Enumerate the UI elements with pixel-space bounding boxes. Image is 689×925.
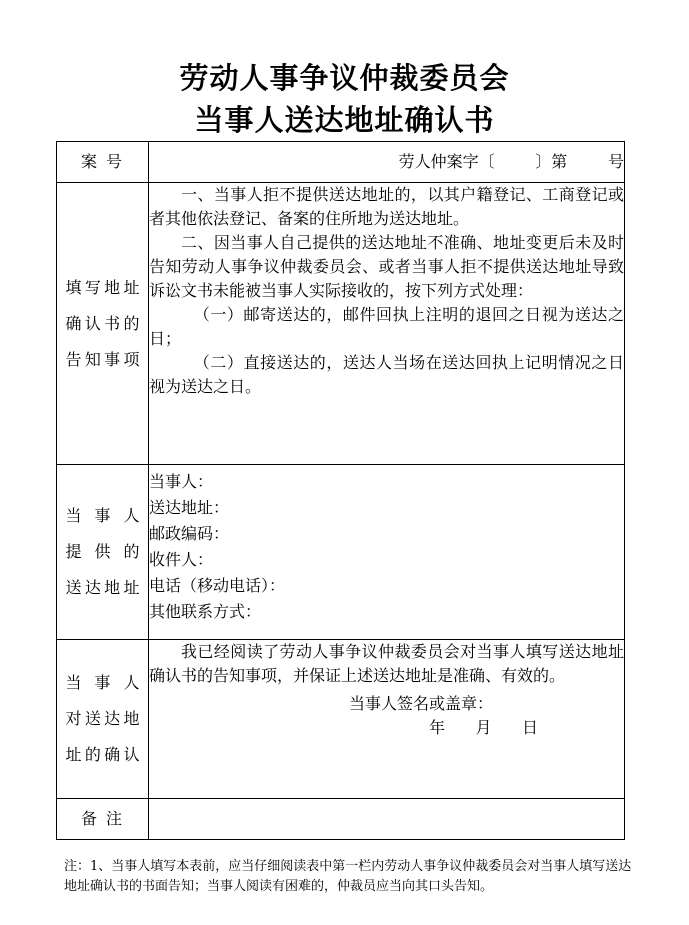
notice-label-line: 填写地址 — [65, 277, 140, 297]
page-title: 劳动人事争议仲裁委员会 — [179, 61, 510, 95]
notice-content — [149, 183, 625, 465]
confirmation-row — [57, 640, 625, 799]
notice-label-line: 确认书的 — [65, 313, 140, 333]
confirmation-statement: 我已经阅读了劳动人事争议仲裁委员会对当事人填写送达地址确认书的告知事项，并保证上述送达地址是准确、有效的。 — [149, 642, 624, 685]
remark-row — [57, 799, 625, 840]
provided-label-line: 当 事 人 — [65, 506, 140, 525]
provided-address-row — [57, 465, 625, 640]
footnote: 注：1、当事人填写本表前，应当仔细阅读表中第一栏内劳动人事争议仲裁委员会对当事人填写送达地址确认书的书面告知；当事人阅读有困难的，仲裁员应当向其口头告知。 — [64, 859, 632, 894]
page-subtitle: 当事人送达地址确认书 — [194, 103, 495, 137]
confirmation-label-line: 对送达地 — [65, 709, 140, 728]
notice-paragraph: （二）直接送达的，送达人当场在送达回执上记明情况之日视为送达之日。 — [149, 353, 624, 396]
other-contact-field[interactable]: 其他联系方式： — [149, 602, 262, 621]
remark-label: 备 注 — [80, 809, 125, 828]
case-number-label-cell — [57, 142, 149, 183]
date-field[interactable]: 年 月 日 — [429, 718, 539, 737]
notice-row — [57, 183, 625, 465]
party-field[interactable]: 当事人： — [149, 472, 214, 491]
confirmation-label-cell — [57, 640, 149, 799]
notice-paragraph: （一）邮寄送达的，邮件回执上注明的退回之日视为送达之日； — [149, 305, 624, 348]
case-number-row — [57, 142, 625, 183]
notice-label-cell — [57, 183, 149, 465]
remark-cell[interactable] — [149, 799, 625, 840]
provided-label-line: 提 供 的 — [65, 542, 140, 561]
recipient-field[interactable]: 收件人： — [149, 550, 214, 569]
provided-label-cell — [57, 465, 149, 640]
address-confirmation-form — [56, 141, 625, 840]
notice-paragraph: 一、当事人拒不提供送达地址的，以其户籍登记、工商登记或者其他依法登记、备案的住所地为送达地址。 — [149, 185, 624, 228]
case-number-cell[interactable] — [149, 142, 625, 183]
notice-paragraph: 二、因当事人自己提供的送达地址不准确、地址变更后未及时告知劳动人事争议仲裁委员会、或者当事人拒不提供送达地址导致诉讼文书未能被当事人实际接收的，按下列方式处理： — [149, 233, 624, 300]
signature-field[interactable]: 当事人签名或盖章： — [349, 694, 494, 713]
case-number-value: 劳人仲案字〔 〕第 号 — [398, 152, 624, 171]
address-field[interactable]: 送达地址： — [149, 498, 230, 517]
postal-code-field[interactable]: 邮政编码： — [149, 524, 230, 543]
confirmation-label-line: 当 事 人 — [65, 673, 140, 692]
confirmation-content — [149, 640, 625, 799]
provided-label-line: 送达地址 — [65, 578, 140, 597]
remark-label-cell — [57, 799, 149, 840]
provided-address-fields[interactable] — [149, 465, 625, 640]
notice-label-line: 告知事项 — [65, 349, 140, 369]
confirmation-label-line: 址的确认 — [65, 745, 140, 764]
phone-field[interactable]: 电话（移动电话）： — [149, 576, 286, 595]
case-number-label: 案 号 — [80, 152, 125, 171]
